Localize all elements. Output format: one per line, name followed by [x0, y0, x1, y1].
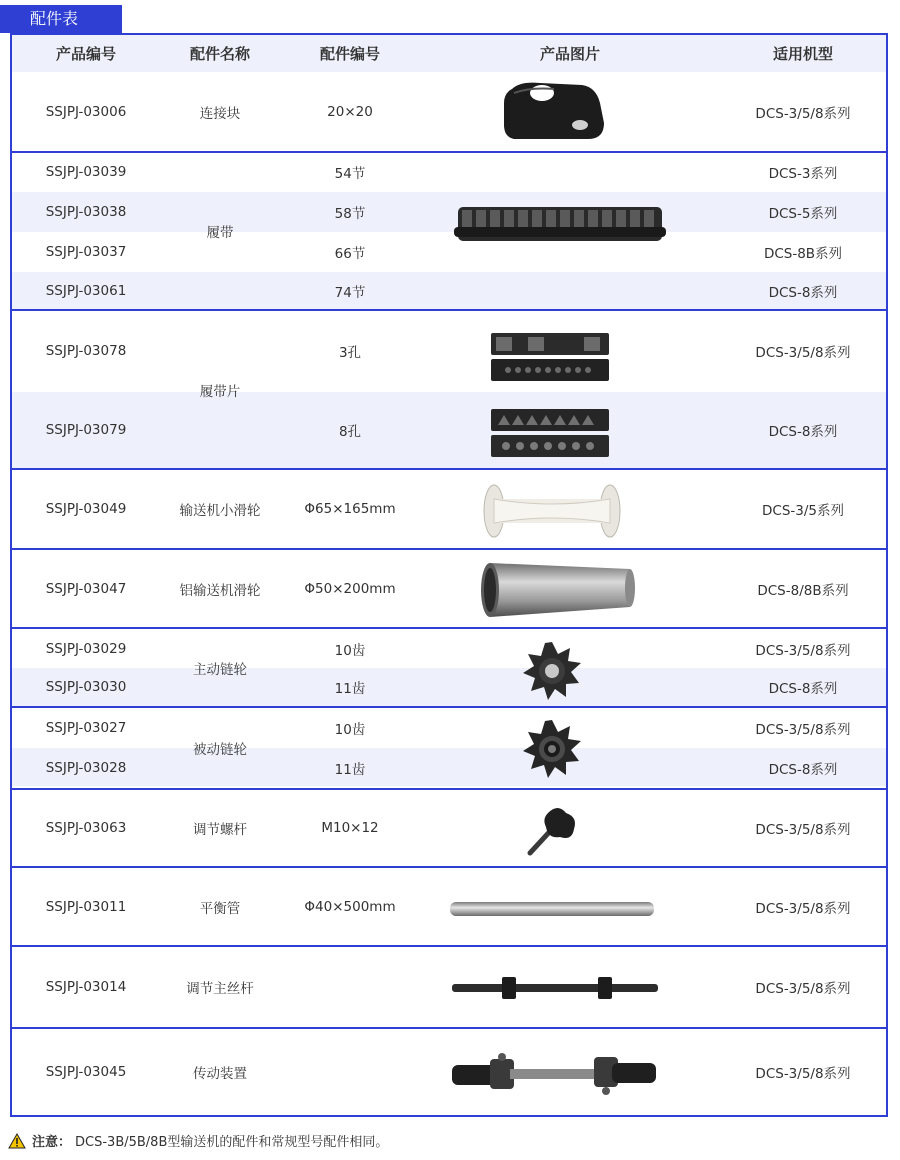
part-name-drive-sprocket: 主动链轮 — [193, 661, 247, 678]
part-model: DCS-8系列 — [768, 424, 838, 440]
part-code: SSJPJ-03027 — [45, 720, 127, 736]
part-code: SSJPJ-03029 — [45, 640, 127, 657]
part-code: SSJPJ-03038 — [45, 204, 127, 220]
part-name-track: 履带 — [206, 225, 234, 241]
transmission-image — [450, 1049, 660, 1099]
part-code: SSJPJ-03049 — [45, 501, 127, 517]
part-spec: 8孔 — [338, 424, 362, 440]
track-plate-3hole-image — [488, 331, 613, 383]
part-model: DCS-3/5/8系列 — [755, 345, 851, 361]
part-model: DCS-3/5/8系列 — [755, 822, 851, 838]
part-model: DCS-8系列 — [768, 681, 838, 697]
part-name: 平衡管 — [199, 900, 241, 917]
part-spec: Φ65×165mm — [304, 501, 396, 517]
part-model: DCS-3/5系列 — [762, 503, 844, 519]
part-model: DCS-3/5/8系列 — [755, 105, 851, 122]
part-spec: 10齿 — [334, 642, 366, 659]
part-model: DCS-8系列 — [768, 285, 838, 301]
connector-block-image — [500, 77, 610, 145]
part-spec — [280, 1029, 420, 1115]
part-spec: 10齿 — [334, 722, 366, 738]
part-code: SSJPJ-03028 — [45, 760, 127, 776]
table-title: 配件表 — [0, 5, 122, 33]
part-model: DCS-3系列 — [768, 166, 838, 182]
part-spec: Φ50×200mm — [304, 580, 396, 597]
part-model: DCS-5系列 — [768, 206, 838, 222]
parts-table — [10, 33, 888, 1117]
part-code: SSJPJ-03011 — [45, 898, 127, 915]
part-spec: 74节 — [334, 285, 366, 301]
part-spec: 54节 — [334, 166, 366, 182]
part-spec: 58节 — [334, 206, 366, 222]
part-model: DCS-8/8B系列 — [757, 582, 849, 599]
part-code: SSJPJ-03063 — [45, 820, 127, 836]
part-name: 调节主丝杆 — [186, 981, 254, 997]
track-image — [452, 201, 667, 249]
part-model: DCS-8系列 — [768, 762, 838, 778]
part-spec — [280, 947, 420, 1027]
adjusting-screw-image — [524, 803, 584, 859]
part-name: 连接块 — [199, 105, 241, 122]
part-name: 输送机小滑轮 — [179, 503, 261, 519]
drive-sprocket-image — [521, 640, 583, 702]
part-code: SSJPJ-03030 — [45, 679, 127, 695]
part-spec: 11齿 — [334, 762, 366, 778]
part-name-track-plate: 履带片 — [199, 383, 241, 400]
column-header-model: 适用机型 — [772, 45, 833, 63]
table-header — [12, 35, 886, 72]
part-code: SSJPJ-03037 — [45, 244, 127, 260]
part-name-driven-sprocket: 被动链轮 — [193, 742, 247, 758]
part-code: SSJPJ-03006 — [45, 103, 127, 120]
part-name: 传动装置 — [193, 1066, 247, 1082]
main-screw-rod-image — [450, 973, 660, 1003]
part-code: SSJPJ-03039 — [45, 164, 127, 180]
part-spec: 3孔 — [338, 345, 362, 361]
aluminium-roller-image — [478, 559, 638, 621]
footer-note — [8, 1131, 388, 1150]
note-text: DCS-3B/5B/8B型输送机的配件和常规型号配件相同。 — [75, 1135, 389, 1150]
part-code: SSJPJ-03061 — [45, 283, 127, 299]
part-spec: 66节 — [334, 246, 366, 262]
part-code: SSJPJ-03047 — [45, 580, 127, 597]
part-spec: 20×20 — [327, 103, 373, 120]
part-model: DCS-3/5/8系列 — [755, 1066, 851, 1082]
track-plate-8hole-image — [488, 407, 613, 459]
part-spec: Φ40×500mm — [304, 898, 396, 915]
part-code: SSJPJ-03079 — [45, 422, 127, 438]
part-code: SSJPJ-03078 — [45, 343, 127, 359]
column-header-code: 产品编号 — [55, 45, 116, 63]
balance-tube-image — [448, 899, 656, 919]
part-name: 调节螺杆 — [193, 822, 247, 838]
part-model: DCS-3/5/8系列 — [755, 642, 851, 659]
column-header-spec: 配件编号 — [319, 45, 380, 63]
warning-icon — [8, 1133, 26, 1149]
part-spec: 11齿 — [334, 681, 366, 697]
part-model: DCS-3/5/8系列 — [755, 900, 851, 917]
part-name: 铝输送机滑轮 — [179, 582, 261, 599]
note-label: 注意： — [32, 1135, 72, 1150]
part-model: DCS-3/5/8系列 — [755, 981, 851, 997]
column-header-image: 产品图片 — [539, 45, 600, 63]
part-code: SSJPJ-03045 — [45, 1064, 127, 1080]
part-code: SSJPJ-03014 — [45, 979, 127, 995]
part-model: DCS-3/5/8系列 — [755, 722, 851, 738]
small-pulley-image — [482, 483, 622, 539]
driven-sprocket-image — [521, 718, 583, 780]
part-spec: M10×12 — [321, 820, 379, 836]
column-header-name: 配件名称 — [189, 45, 250, 63]
part-model: DCS-8B系列 — [763, 246, 843, 262]
